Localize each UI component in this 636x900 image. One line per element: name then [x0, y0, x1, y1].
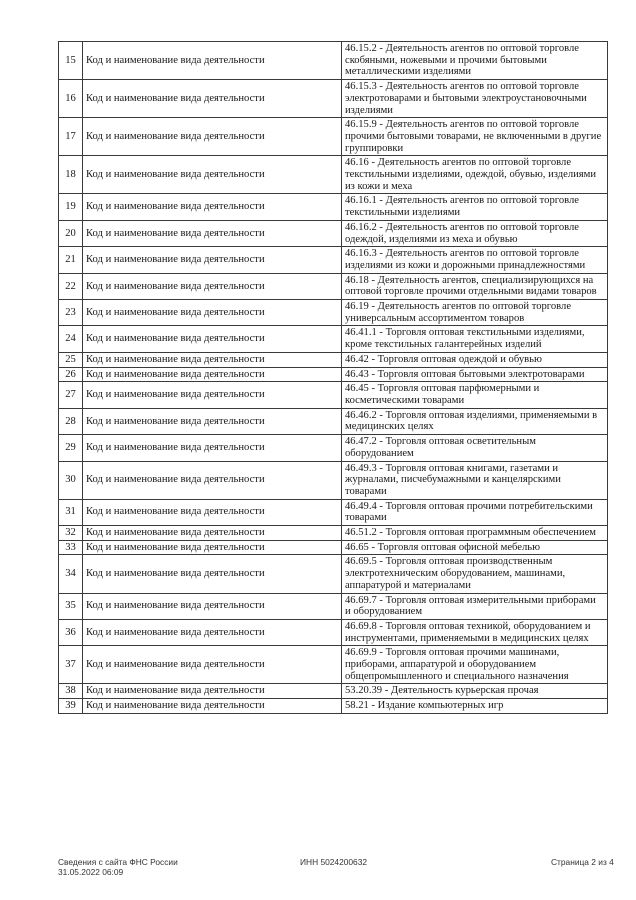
activity-code: 46.45: [345, 383, 369, 395]
activity-value: [342, 247, 608, 273]
field-label: Код и наименование вида деятельности: [83, 619, 342, 645]
row-number: 34: [59, 555, 83, 593]
table-row: [59, 194, 608, 220]
code-separator: -: [368, 157, 378, 169]
activity-value: [342, 220, 608, 246]
table-row: [59, 300, 608, 326]
row-number: 38: [59, 684, 83, 699]
activity-name: Деятельность агентов по оптовой торговле текстильными изделиями, одеждой, обувью, изделиями из кожи и меха: [345, 157, 597, 192]
row-number: 15: [59, 42, 83, 80]
footer-page-number: Страница 2 из 4: [551, 857, 614, 867]
footer-page-block: [551, 857, 614, 867]
field-label: Код и наименование вида деятельности: [83, 194, 342, 220]
table-row: [59, 699, 608, 714]
table-row: [59, 382, 608, 408]
field-label: Код и наименование вида деятельности: [83, 156, 342, 194]
code-separator: -: [376, 436, 386, 448]
field-label: Код и наименование вида деятельности: [83, 382, 342, 408]
code-separator: -: [376, 556, 386, 568]
row-number: 21: [59, 247, 83, 273]
activity-name: Деятельность агентов по оптовой торговле универсальным ассортиментом товаров: [345, 301, 572, 324]
activity-value: [342, 352, 608, 367]
field-label: Код и наименование вида деятельности: [83, 555, 342, 593]
table-row: [59, 352, 608, 367]
table-row: [59, 540, 608, 555]
activity-value: [342, 619, 608, 645]
activity-code: 46.43: [345, 368, 369, 380]
activity-name: Торговля оптовая одеждой и обувью: [377, 353, 542, 365]
row-number: 39: [59, 699, 83, 714]
activity-value: [342, 326, 608, 352]
field-label: Код и наименование вида деятельности: [83, 593, 342, 619]
code-separator: -: [368, 700, 378, 712]
footer-source-block: [58, 857, 178, 877]
footer-inn-block: [300, 857, 367, 867]
row-number: 29: [59, 435, 83, 461]
activity-value: [342, 300, 608, 326]
activity-value: [342, 435, 608, 461]
code-separator: -: [376, 248, 386, 260]
row-number: 23: [59, 300, 83, 326]
activity-code: 46.16.1: [345, 195, 377, 207]
field-label: Код и наименование вида деятельности: [83, 684, 342, 699]
code-separator: -: [368, 383, 378, 395]
row-number: 20: [59, 220, 83, 246]
table-row: [59, 156, 608, 194]
field-label: Код и наименование вида деятельности: [83, 300, 342, 326]
table-row: [59, 499, 608, 525]
activity-name: Издание компьютерных игр: [377, 700, 504, 712]
activity-name: Деятельность агентов по оптовой торговле текстильными изделиями: [345, 195, 579, 219]
code-separator: -: [376, 195, 386, 207]
code-separator: -: [368, 301, 378, 313]
code-separator: -: [368, 541, 378, 553]
activity-code: 46.18: [345, 274, 369, 286]
activity-value: [342, 555, 608, 593]
table-row: [59, 220, 608, 246]
code-separator: -: [368, 368, 378, 380]
activity-code: 46.15.9: [345, 119, 377, 131]
activity-value: [342, 156, 608, 194]
activity-code: 46.15.2: [345, 43, 377, 54]
activity-name: Торговля оптовая парфюмерными и косметическими товарами: [345, 383, 540, 406]
field-label: Код и наименование вида деятельности: [83, 646, 342, 684]
activity-value: [342, 540, 608, 555]
activity-value: [342, 461, 608, 499]
activity-value: [342, 80, 608, 118]
activity-code: 46.65: [345, 541, 369, 553]
code-separator: -: [376, 594, 386, 606]
table-row: [59, 646, 608, 684]
field-label: Код и наименование вида деятельности: [83, 80, 342, 118]
field-label: Код и наименование вида деятельности: [83, 499, 342, 525]
activity-value: [342, 367, 608, 382]
row-number: 27: [59, 382, 83, 408]
activity-code: 46.16.3: [345, 248, 377, 260]
activity-value: [342, 408, 608, 434]
activity-value: [342, 118, 608, 156]
table-row: [59, 684, 608, 699]
code-separator: -: [376, 500, 386, 512]
activity-name: Деятельность агентов, специализирующихся на оптовой торговле прочими отдельными видами товаров: [345, 274, 597, 298]
table-row: [59, 555, 608, 593]
activity-value: [342, 593, 608, 619]
activity-name: Торговля оптовая текстильными изделиями, кроме текстильных галантерейных изделий: [345, 327, 585, 351]
activity-name: Торговля оптовая техникой, оборудованием и инструментами, применяемыми в медицинских целях: [345, 620, 591, 644]
activity-name: Торговля оптовая бытовыми электротоварами: [377, 368, 585, 380]
row-number: 26: [59, 367, 83, 382]
activity-name: Деятельность агентов по оптовой торговле скобяными, ножевыми и прочими бытовыми металлическими изделиями: [345, 43, 579, 78]
row-number: 32: [59, 526, 83, 541]
row-number: 36: [59, 619, 83, 645]
activity-code: 46.49.3: [345, 462, 377, 474]
field-label: Код и наименование вида деятельности: [83, 435, 342, 461]
activity-name: Деятельность агентов по оптовой торговле одеждой, изделиями из меха и обувью: [345, 221, 579, 245]
field-label: Код и наименование вида деятельности: [83, 461, 342, 499]
activity-name: Торговля оптовая производственным электротехническим оборудованием, машинами, аппаратурой и материалами: [345, 556, 566, 591]
activity-code: 46.42: [345, 353, 369, 365]
activity-name: Деятельность агентов по оптовой торговле электротоварами и бытовыми электроустановочными изделиями: [345, 81, 587, 116]
field-label: Код и наименование вида деятельности: [83, 367, 342, 382]
activity-name: Торговля оптовая измерительными приборами и оборудованием: [345, 594, 596, 618]
activity-name: Торговля оптовая прочими потребительскими товарами: [345, 500, 593, 524]
code-separator: -: [376, 647, 386, 659]
activity-value: [342, 646, 608, 684]
row-number: 25: [59, 352, 83, 367]
row-number: 19: [59, 194, 83, 220]
activity-codes-table: [58, 41, 608, 714]
activity-code: 46.46.2: [345, 409, 377, 421]
code-separator: -: [376, 327, 386, 339]
activity-name: Торговля оптовая книгами, газетами и журналами, писчебумажными и канцелярскими товарами: [345, 462, 561, 497]
activity-code: 53.20.39: [345, 685, 383, 697]
code-separator: -: [368, 353, 378, 365]
table-row: [59, 619, 608, 645]
field-label: Код и наименование вида деятельности: [83, 118, 342, 156]
activity-code: 46.69.9: [345, 647, 377, 659]
activity-value: [342, 42, 608, 80]
table-row: [59, 593, 608, 619]
table-row: [59, 435, 608, 461]
activity-code: 46.41.1: [345, 327, 377, 339]
code-separator: -: [368, 274, 378, 286]
field-label: Код и наименование вида деятельности: [83, 408, 342, 434]
row-number: 22: [59, 273, 83, 299]
table-row: [59, 118, 608, 156]
activity-code: 46.16.2: [345, 221, 377, 233]
activity-code: 46.16: [345, 157, 369, 169]
activity-code: 46.69.7: [345, 594, 377, 606]
activity-code: 46.51.2: [345, 527, 377, 539]
field-label: Код и наименование вида деятельности: [83, 526, 342, 541]
activity-value: [342, 382, 608, 408]
table-row: [59, 367, 608, 382]
code-separator: -: [376, 81, 386, 93]
activity-code: 46.69.8: [345, 620, 377, 632]
row-number: 35: [59, 593, 83, 619]
row-number: 28: [59, 408, 83, 434]
code-separator: -: [376, 221, 386, 233]
code-separator: -: [376, 462, 386, 474]
row-number: 33: [59, 540, 83, 555]
table-row: [59, 408, 608, 434]
field-label: Код и наименование вида деятельности: [83, 352, 342, 367]
row-number: 31: [59, 499, 83, 525]
code-separator: -: [376, 409, 386, 421]
row-number: 17: [59, 118, 83, 156]
activity-value: [342, 699, 608, 714]
code-separator: -: [376, 119, 386, 131]
activity-name: Торговля оптовая программным обеспечением: [385, 527, 597, 539]
code-separator: -: [376, 527, 386, 539]
activity-code: 46.19: [345, 301, 369, 313]
activity-name: Торговля оптовая изделиями, применяемыми в медицинских целях: [345, 409, 598, 433]
field-label: Код и наименование вида деятельности: [83, 326, 342, 352]
table-row: [59, 42, 608, 80]
footer-source: Сведения с сайта ФНС России: [58, 857, 178, 867]
activity-value: [342, 194, 608, 220]
activity-code: 46.47.2: [345, 436, 377, 448]
table-row: [59, 526, 608, 541]
activity-value: [342, 499, 608, 525]
field-label: Код и наименование вида деятельности: [83, 699, 342, 714]
footer-inn: ИНН 5024200632: [300, 857, 368, 867]
table-row: [59, 326, 608, 352]
activity-name: Деятельность агентов по оптовой торговле изделиями из кожи и дорожными принадлежностями: [345, 248, 586, 271]
field-label: Код и наименование вида деятельности: [83, 220, 342, 246]
activity-name: Торговля оптовая прочими машинами, приборами, аппаратурой и оборудованием общепромышленного и специального назначения: [345, 647, 569, 682]
code-separator: -: [376, 620, 386, 632]
activity-code: 58.21: [345, 700, 369, 712]
row-number: 30: [59, 461, 83, 499]
row-number: 16: [59, 80, 83, 118]
activity-code: 46.49.4: [345, 500, 377, 512]
code-separator: -: [376, 43, 386, 54]
row-number: 18: [59, 156, 83, 194]
field-label: Код и наименование вида деятельности: [83, 247, 342, 273]
activity-value: [342, 684, 608, 699]
field-label: Код и наименование вида деятельности: [83, 540, 342, 555]
activity-name: Деятельность курьерская прочая: [390, 685, 539, 697]
row-number: 37: [59, 646, 83, 684]
activity-value: [342, 273, 608, 299]
field-label: Код и наименование вида деятельности: [83, 42, 342, 80]
activity-value: [342, 526, 608, 541]
code-separator: -: [382, 685, 391, 697]
table-row: [59, 273, 608, 299]
activity-code: 46.69.5: [345, 556, 377, 568]
table-row: [59, 247, 608, 273]
activity-name: Торговля оптовая осветительным оборудованием: [345, 436, 536, 459]
activity-name: Торговля оптовая офисной мебелью: [377, 541, 541, 553]
row-number: 24: [59, 326, 83, 352]
activity-name: Деятельность агентов по оптовой торговле прочими бытовыми товарами, не включенными в другие группировки: [345, 119, 602, 154]
table-row: [59, 461, 608, 499]
activity-code: 46.15.3: [345, 81, 377, 93]
footer-datetime: 31.05.2022 06:09: [58, 867, 124, 877]
field-label: Код и наименование вида деятельности: [83, 273, 342, 299]
table-row: [59, 80, 608, 118]
